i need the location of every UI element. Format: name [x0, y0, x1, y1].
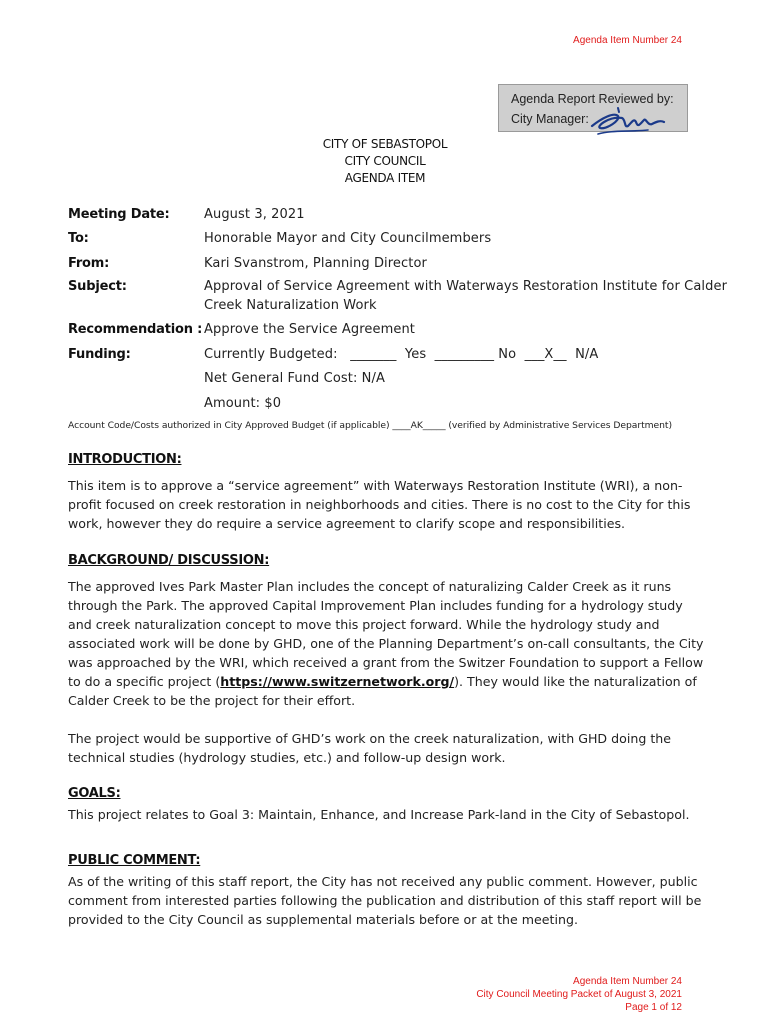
goals-text: This project relates to Goal 3: Maintain, Enhance, and Increase Park-land in the City of Sebastopol.: [68, 807, 690, 822]
footer-meeting-packet: City Council Meeting Packet of August 3, 2021: [476, 989, 682, 1000]
goals-heading: GOALS:: [68, 786, 121, 801]
background-heading: BACKGROUND/ DISCUSSION:: [68, 553, 270, 568]
title-council: CITY COUNCIL: [344, 154, 426, 168]
introduction-text: This item is to approve a “service agreement” with Waterways Restoration Institute (WRI), a non-profit focused on creek restoration in neighborhoods and cities. There is no cost to the City for this work, however they do require a service agreement to clarify scope and responsibilities.: [68, 478, 691, 531]
subject-value-line1: Approval of Service Agreement with Waterways Restoration Institute for Calder: [204, 279, 728, 294]
to-label: To:: [68, 231, 89, 246]
background-text-after-link: ). They would like the naturalization of Calder Creek to be the project for their effort.: [68, 674, 697, 708]
funding-budget-line: Currently Budgeted: _______ Yes _________ No ___X__ N/A: [204, 347, 599, 362]
background-text-2: The project would be supportive of GHD’s work on the creek naturalization, with GHD doing the technical studies (hydrology studies, etc.) and follow-up design work.: [68, 731, 671, 765]
recommendation-value: Approve the Service Agreement: [204, 322, 415, 337]
switzer-network-link[interactable]: https://www.switzernetwork.org/: [220, 674, 455, 689]
from-value: Kari Svanstrom, Planning Director: [204, 256, 427, 271]
background-text-before-link: The approved Ives Park Master Plan includes the concept of naturalizing Calder Creek as it runs through the Park. The approved Capital Improvement Plan includes funding for a hydrology study and creek naturalization concept to move this project forward. While the hydrology study and associated work will be done by GHD, one of the Planning Department’s on-call consultants, the City was approached by the WRI, which received a grant from the Switzer Foundation to support a Fellow to do a specific project (: [68, 579, 704, 689]
title-city: CITY OF SEBASTOPOL: [322, 137, 448, 151]
funding-label: Funding:: [68, 347, 131, 362]
account-code-line: Account Code/Costs authorized in City Approved Budget (if applicable) ____AK_____ (verified by Administrative Services Department): [68, 420, 673, 431]
review-box-line1: Agenda Report Reviewed by:: [511, 92, 674, 106]
meeting-date-value: August 3, 2021: [204, 207, 305, 222]
footer-page-number: Page 1 of 12: [625, 1002, 682, 1013]
to-value: Honorable Mayor and City Councilmembers: [204, 231, 492, 246]
header-agenda-item-number: Agenda Item Number 24: [573, 35, 682, 46]
review-box-line2: City Manager:: [511, 112, 589, 126]
from-label: From:: [68, 256, 110, 271]
public-comment-text: As of the writing of this staff report, the City has not received any public comment. However, public comment from interested parties following the publication and distribution of this staff report will be provided to the City Council as supplemental materials before or at the meeting.: [68, 874, 702, 927]
footer-agenda-item: Agenda Item Number 24: [573, 976, 682, 987]
title-agenda-item: AGENDA ITEM: [344, 171, 426, 185]
background-paragraph: [68, 577, 708, 710]
recommendation-label: Recommendation :: [68, 322, 203, 337]
public-comment-heading: PUBLIC COMMENT:: [68, 853, 201, 868]
subject-label: Subject:: [68, 279, 127, 294]
meeting-date-label: Meeting Date:: [68, 207, 170, 222]
city-manager-signature: [588, 104, 668, 140]
introduction-heading: INTRODUCTION:: [68, 452, 182, 467]
funding-net-cost: Net General Fund Cost: N/A: [204, 371, 385, 386]
funding-amount: Amount: $0: [204, 396, 282, 411]
subject-value-line2: Creek Naturalization Work: [204, 298, 377, 313]
